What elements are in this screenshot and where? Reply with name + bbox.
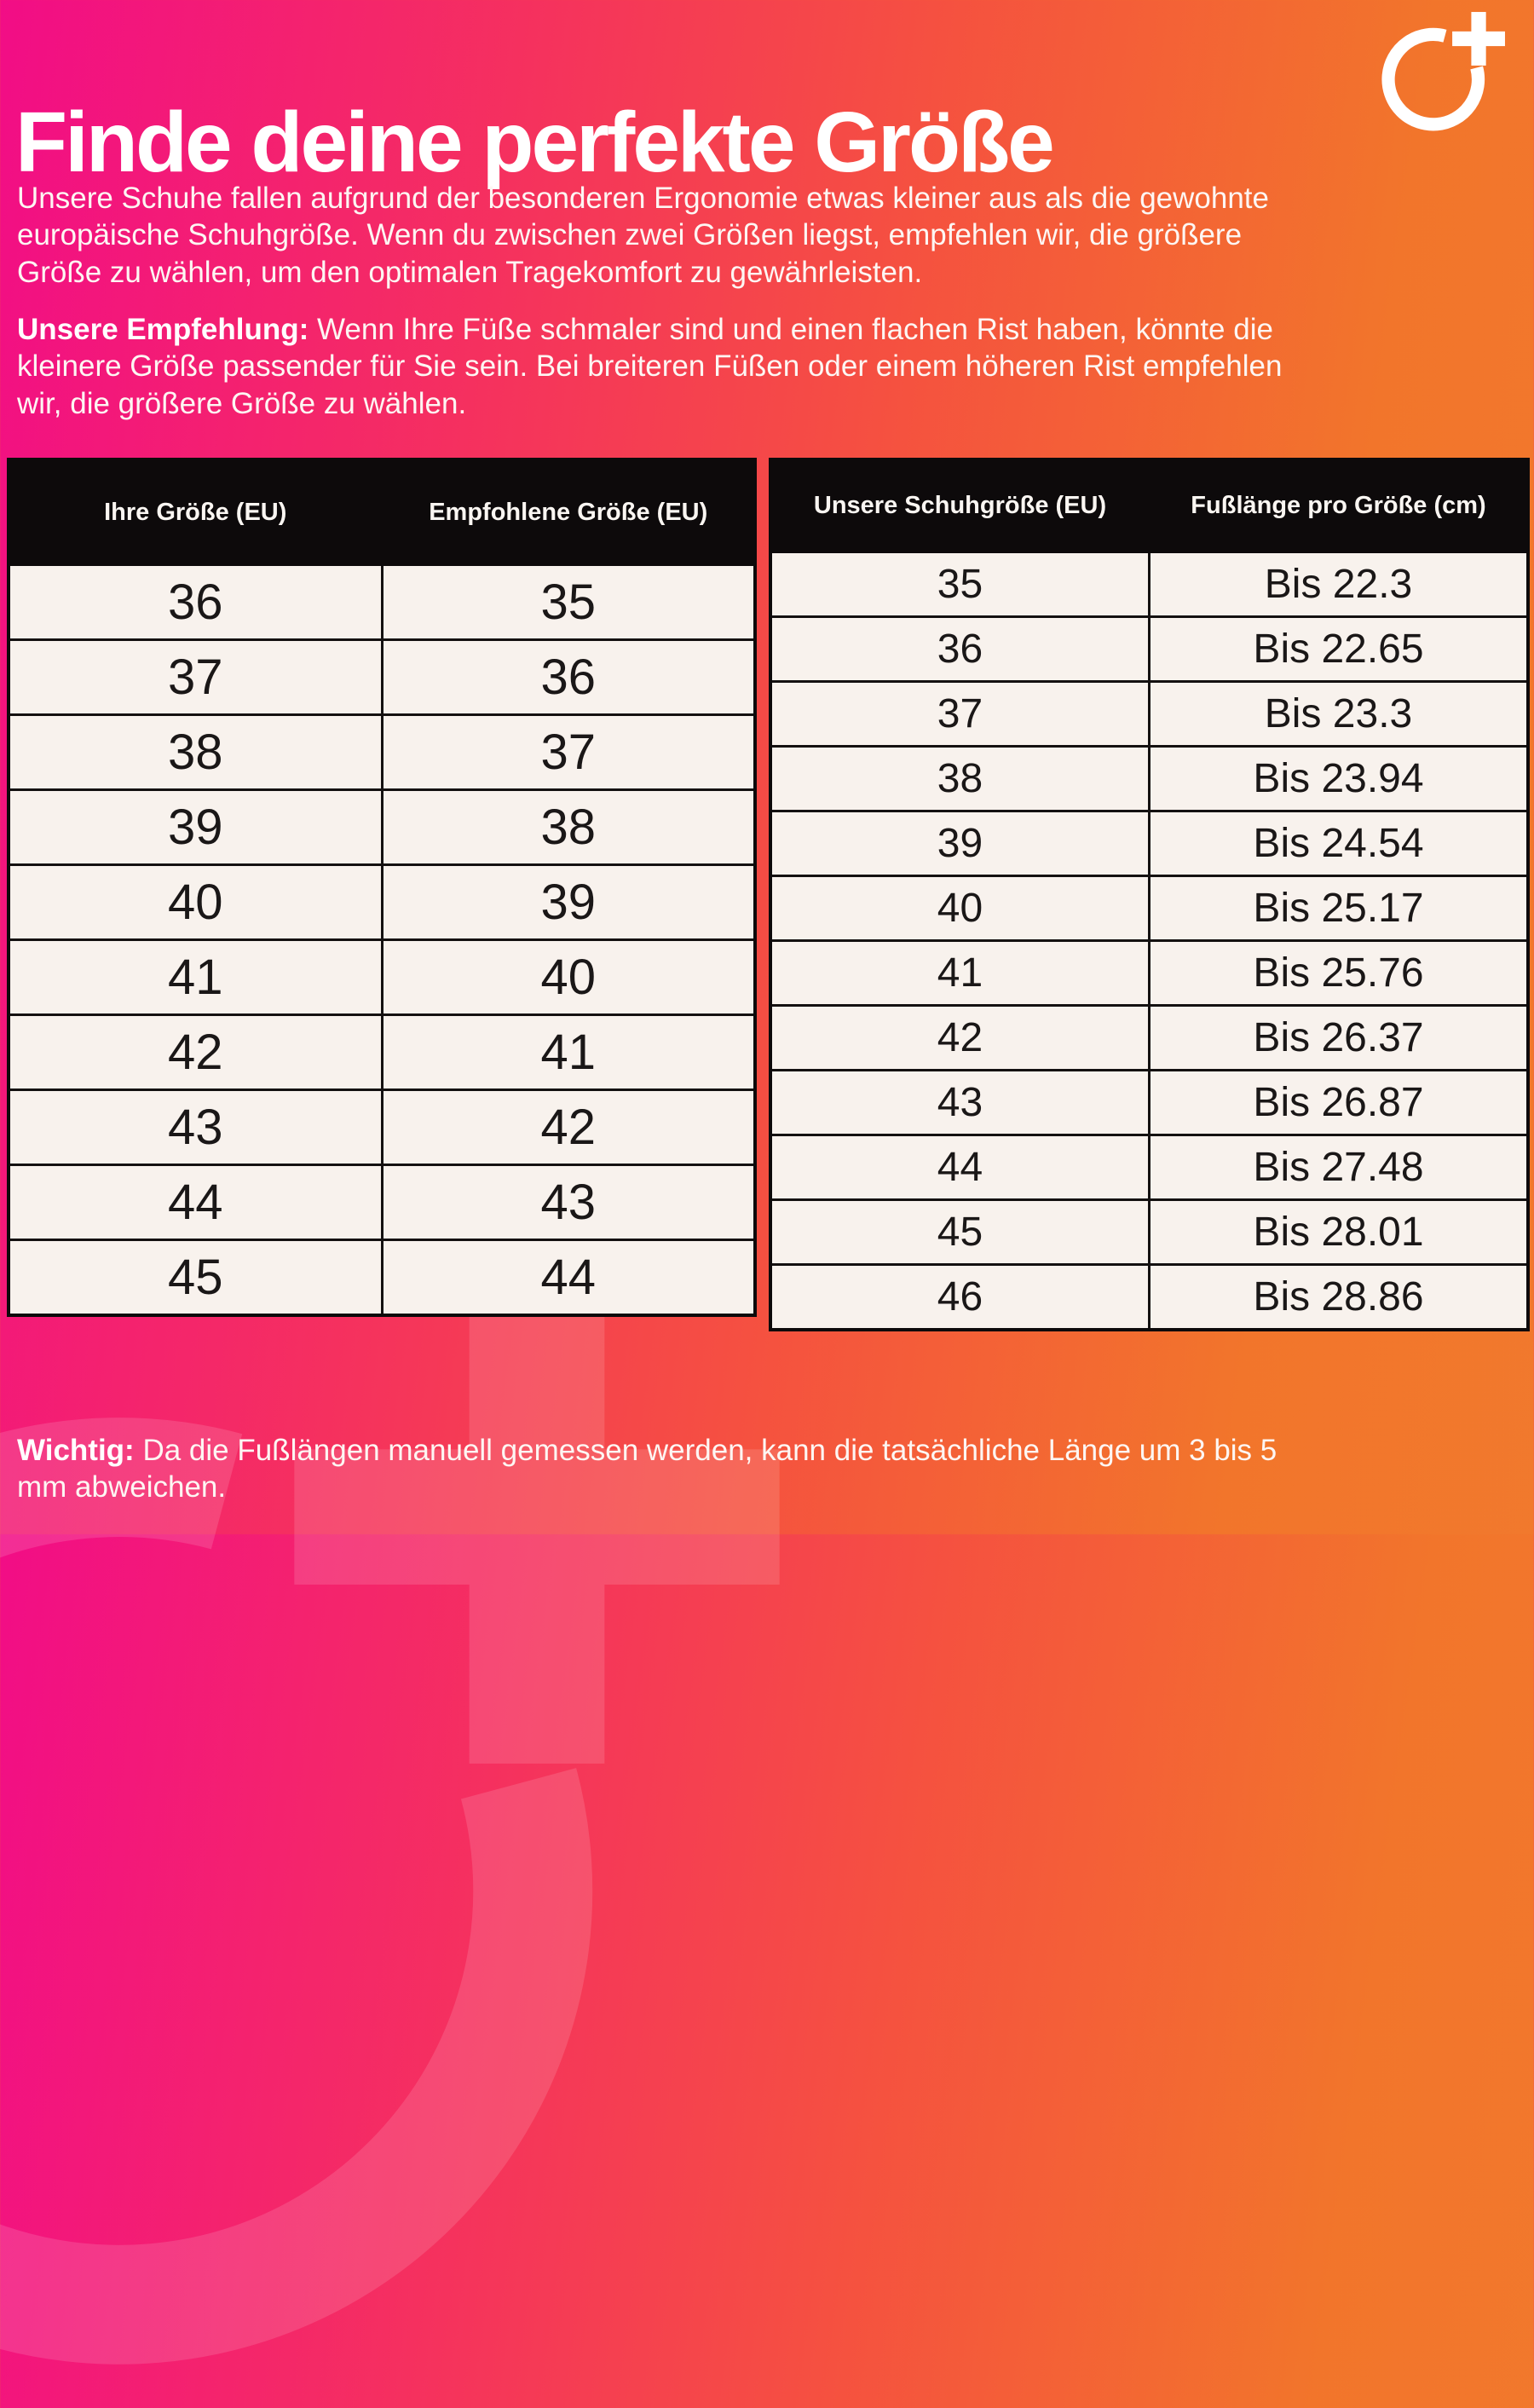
table-header-row: [9, 459, 755, 565]
table-row: [9, 640, 755, 715]
table-cell: 37: [382, 715, 755, 790]
table-cell: Bis 23.94: [1150, 747, 1529, 811]
table-cell: 43: [9, 1090, 382, 1165]
brand-logo-circle-plus-icon: [1379, 10, 1514, 131]
table-cell: 36: [9, 565, 382, 640]
table-cell: 37: [9, 640, 382, 715]
table-cell: 36: [770, 617, 1150, 682]
table-header-cell: Fußlänge pro Größe (cm): [1150, 459, 1529, 552]
important-note-label: Wichtig:: [17, 1434, 135, 1467]
table-cell: Bis 23.3: [1150, 682, 1529, 747]
table-cell: 44: [770, 1135, 1150, 1200]
table-row: [770, 1006, 1528, 1071]
table-cell: 41: [382, 1015, 755, 1090]
table-cell: 39: [9, 790, 382, 865]
table-cell: 41: [770, 941, 1150, 1006]
table-cell: 44: [382, 1240, 755, 1316]
foot-length-table: [769, 458, 1530, 1331]
table-row: [770, 1071, 1528, 1135]
table-cell: 37: [770, 682, 1150, 747]
table-cell: 38: [382, 790, 755, 865]
table-cell: 41: [9, 940, 382, 1015]
intro-text: Unsere Schuhe fallen aufgrund der besonderen Ergonomie etwas kleiner aus als die gewohnte europäische Schuhgröße. Wenn du zwischen zwei Größen liegst, empfehlen wir, die größere Größe zu wählen, um den optimalen Tragekomfort zu gewährleisten.: [17, 182, 1269, 289]
table-cell: 45: [9, 1240, 382, 1316]
table-cell: 39: [382, 865, 755, 940]
page-title: Finde deine perfekte Größe: [15, 95, 1052, 190]
table-row: [770, 1265, 1528, 1331]
table-cell: 40: [9, 865, 382, 940]
table-row: [770, 747, 1528, 811]
table-cell: 38: [9, 715, 382, 790]
table-cell: 43: [770, 1071, 1150, 1135]
table-cell: 42: [382, 1090, 755, 1165]
table-cell: Bis 27.48: [1150, 1135, 1529, 1200]
size-conversion-table: [7, 458, 757, 1317]
important-note-body: Da die Fußlängen manuell gemessen werden, kann die tatsächliche Länge um 3 bis 5 mm abweichen.: [17, 1434, 1277, 1504]
table-row: [9, 1240, 755, 1316]
table-cell: 40: [770, 876, 1150, 941]
table-row: [9, 1090, 755, 1165]
table-header-cell: Ihre Größe (EU): [9, 459, 382, 565]
table-cell: 39: [770, 811, 1150, 876]
table-row: [9, 940, 755, 1015]
table-cell: 38: [770, 747, 1150, 811]
table-row: [770, 876, 1528, 941]
table-cell: Bis 25.76: [1150, 941, 1529, 1006]
table-cell: 44: [9, 1165, 382, 1240]
recommendation-label: Unsere Empfehlung:: [17, 313, 309, 346]
table-cell: 42: [770, 1006, 1150, 1071]
table-cell: Bis 22.65: [1150, 617, 1529, 682]
table-cell: Bis 25.17: [1150, 876, 1529, 941]
table-cell: Bis 28.86: [1150, 1265, 1529, 1331]
table-header-row: [770, 459, 1528, 552]
table-row: [770, 1200, 1528, 1265]
table-row: [770, 1135, 1528, 1200]
table-header-cell: Empfohlene Größe (EU): [382, 459, 755, 565]
table-cell: Bis 26.87: [1150, 1071, 1529, 1135]
table-row: [9, 865, 755, 940]
recommendation-text: [17, 311, 1334, 422]
table-cell: 35: [382, 565, 755, 640]
table-row: [770, 552, 1528, 617]
table-cell: Bis 22.3: [1150, 552, 1529, 617]
table-cell: 46: [770, 1265, 1150, 1331]
table-row: [9, 715, 755, 790]
table-row: [9, 1015, 755, 1090]
table-row: [9, 565, 755, 640]
table-cell: Bis 26.37: [1150, 1006, 1529, 1071]
table-row: [9, 1165, 755, 1240]
table-row: [770, 617, 1528, 682]
table-cell: 35: [770, 552, 1150, 617]
table-row: [770, 811, 1528, 876]
table-cell: Bis 24.54: [1150, 811, 1529, 876]
table-cell: 45: [770, 1200, 1150, 1265]
table-header-cell: Unsere Schuhgröße (EU): [770, 459, 1150, 552]
brand-watermark-circle-plus-icon: [0, 1215, 835, 2408]
table-cell: 36: [382, 640, 755, 715]
table-cell: 40: [382, 940, 755, 1015]
table-cell: 42: [9, 1015, 382, 1090]
table-cell: 43: [382, 1165, 755, 1240]
important-note: [17, 1432, 1312, 1506]
recommendation-body: Wenn Ihre Füße schmaler sind und einen flachen Rist haben, könnte die kleinere Größe passender für Sie sein. Bei breiteren Füßen oder einem höheren Rist empfehlen wir, die größere Größe zu wählen.: [17, 313, 1283, 420]
table-row: [770, 682, 1528, 747]
table-row: [770, 941, 1528, 1006]
table-cell: Bis 28.01: [1150, 1200, 1529, 1265]
table-row: [9, 790, 755, 865]
